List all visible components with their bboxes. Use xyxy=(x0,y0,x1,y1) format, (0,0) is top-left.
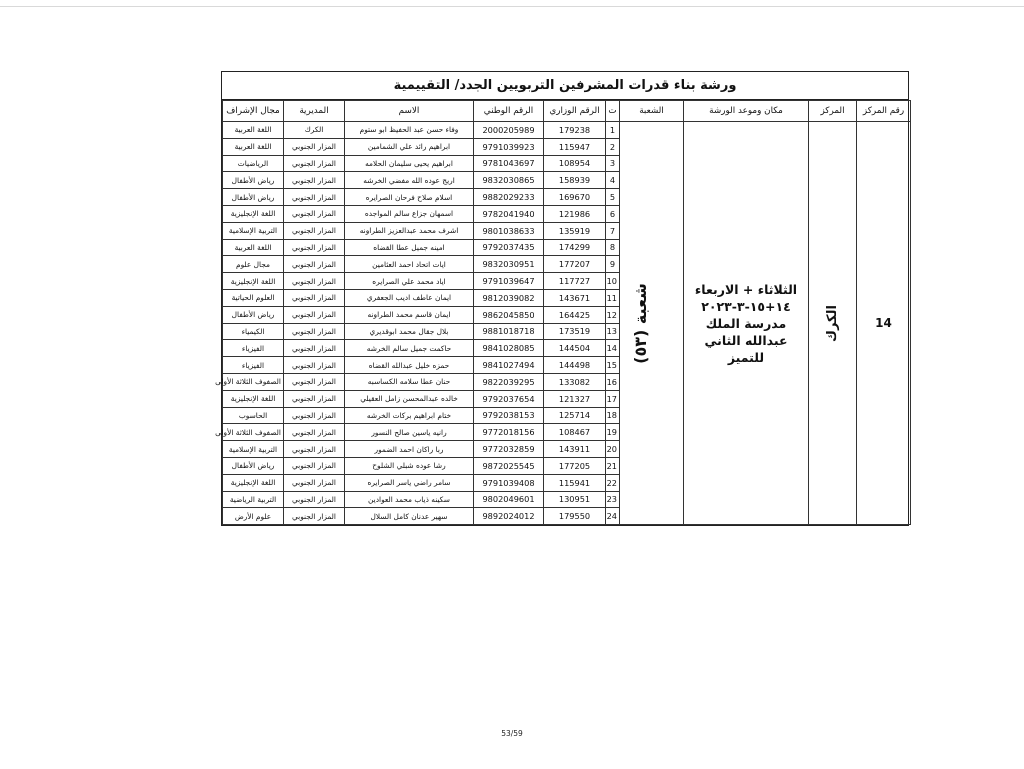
national-number-cell: 9892024012 xyxy=(474,508,544,525)
seq-cell: 14 xyxy=(606,340,620,357)
name-cell: ايات اتحاد احمد العثامين xyxy=(345,256,474,273)
participants-table xyxy=(215,100,911,525)
seq-cell: 18 xyxy=(606,407,620,424)
name-cell: ابراهيم يحيى سليمان الحلامه xyxy=(345,155,474,172)
name-cell: رانيه ياسين صالح النسور xyxy=(345,424,474,441)
national-number-cell: 9781043697 xyxy=(474,155,544,172)
seq-cell: 1 xyxy=(606,122,620,139)
directorate-cell: المزار الجنوبي xyxy=(284,407,345,424)
seq-cell: 13 xyxy=(606,323,620,340)
field-cell: اللغة الإنجليزية xyxy=(223,273,284,290)
national-number-cell: 9772032859 xyxy=(474,441,544,458)
name-cell: امينه جميل عطا القضاه xyxy=(345,239,474,256)
directorate-cell: المزار الجنوبي xyxy=(284,256,345,273)
name-cell: خالده عبدالمحسن زامل العقيلي xyxy=(345,390,474,407)
national-number-cell: 9802049601 xyxy=(474,491,544,508)
national-number-cell: 9822039295 xyxy=(474,373,544,390)
seq-cell: 24 xyxy=(606,508,620,525)
field-cell: اللغة الإنجليزية xyxy=(223,390,284,407)
name-cell: حنان عطا سلامه الكساسبه xyxy=(345,373,474,390)
directorate-cell: المزار الجنوبي xyxy=(284,373,345,390)
name-cell: ربا راكان احمد الضمور xyxy=(345,441,474,458)
seq-cell: 7 xyxy=(606,222,620,239)
seq-cell: 2 xyxy=(606,138,620,155)
ministry-number-cell: 179238 xyxy=(544,122,606,139)
ministry-number-cell: 121327 xyxy=(544,390,606,407)
directorate-cell: المزار الجنوبي xyxy=(284,357,345,374)
place-time-line: مدرسة الملك عبدالله الثاني xyxy=(704,315,788,348)
header-place-time: مكان وموعد الورشة xyxy=(684,101,809,122)
seq-cell: 8 xyxy=(606,239,620,256)
ministry-number-cell: 108467 xyxy=(544,424,606,441)
seq-cell: 23 xyxy=(606,491,620,508)
ministry-number-cell: 133082 xyxy=(544,373,606,390)
seq-cell: 6 xyxy=(606,205,620,222)
ministry-number-cell: 121986 xyxy=(544,205,606,222)
field-cell: اللغة الإنجليزية xyxy=(223,205,284,222)
ministry-number-cell: 143671 xyxy=(544,289,606,306)
national-number-cell: 9832030865 xyxy=(474,172,544,189)
field-cell: الفيزياء xyxy=(223,357,284,374)
seq-cell: 16 xyxy=(606,373,620,390)
name-cell: وفاء حسن عبد الحفيظ ابو ستوم xyxy=(345,122,474,139)
ministry-number-cell: 177207 xyxy=(544,256,606,273)
field-cell: اللغة العربية xyxy=(223,122,284,139)
directorate-cell: المزار الجنوبي xyxy=(284,155,345,172)
header-seq: ت xyxy=(606,101,620,122)
seq-cell: 11 xyxy=(606,289,620,306)
field-cell: الكيمياء xyxy=(223,323,284,340)
national-number-cell: 9841027494 xyxy=(474,357,544,374)
field-cell: الفيزياء xyxy=(223,340,284,357)
seq-cell: 15 xyxy=(606,357,620,374)
name-cell: سهير عدنان كامل السلال xyxy=(345,508,474,525)
ministry-number-cell: 179550 xyxy=(544,508,606,525)
field-cell: الرياضيات xyxy=(223,155,284,172)
seq-cell: 4 xyxy=(606,172,620,189)
ministry-number-cell: 177205 xyxy=(544,457,606,474)
national-number-cell: 9791039923 xyxy=(474,138,544,155)
directorate-cell: المزار الجنوبي xyxy=(284,172,345,189)
name-cell: بلال جقال محمد ابوقديري xyxy=(345,323,474,340)
header-ministry-number: الرقم الوزاري xyxy=(544,101,606,122)
ministry-number-cell: 164425 xyxy=(544,306,606,323)
ministry-number-cell: 169670 xyxy=(544,189,606,206)
ministry-number-cell: 144504 xyxy=(544,340,606,357)
ministry-number-cell: 130951 xyxy=(544,491,606,508)
ministry-number-cell: 173519 xyxy=(544,323,606,340)
field-cell: الحاسوب xyxy=(223,407,284,424)
directorate-cell: المزار الجنوبي xyxy=(284,508,345,525)
name-cell: اسلام صلاح فرحان الصرايره xyxy=(345,189,474,206)
header-national-number: الرقم الوطني xyxy=(474,101,544,122)
national-number-cell: 9872025545 xyxy=(474,457,544,474)
national-number-cell: 9782041940 xyxy=(474,205,544,222)
directorate-cell: المزار الجنوبي xyxy=(284,306,345,323)
national-number-cell: 9791039647 xyxy=(474,273,544,290)
national-number-cell: 9792038153 xyxy=(474,407,544,424)
seq-cell: 20 xyxy=(606,441,620,458)
national-number-cell: 9881018718 xyxy=(474,323,544,340)
field-cell: رياض الأطفال xyxy=(223,172,284,189)
name-cell: حاكمت جميل سالم الخرشه xyxy=(345,340,474,357)
name-cell: رشا عوده شبلي الشلوح xyxy=(345,457,474,474)
sheet-title: ورشة بناء قدرات المشرفين التربويين الجدد/ التقييمية xyxy=(222,72,908,100)
field-cell: الصفوف الثلاثة الأولى xyxy=(223,373,284,390)
directorate-cell: المزار الجنوبي xyxy=(284,323,345,340)
field-cell: رياض الأطفال xyxy=(223,306,284,323)
table-row xyxy=(223,122,911,139)
national-number-cell: 9882029233 xyxy=(474,189,544,206)
directorate-cell: المزار الجنوبي xyxy=(284,289,345,306)
field-cell: رياض الأطفال xyxy=(223,189,284,206)
header-field: مجال الإشراف xyxy=(223,101,284,122)
place-time-line: ١٤+١٥-٣-٢٠٢٣ xyxy=(701,298,791,314)
seq-cell: 19 xyxy=(606,424,620,441)
page-number: 53/59 xyxy=(501,729,523,738)
place-time-text xyxy=(686,281,806,366)
field-cell: التربية الرياضية xyxy=(223,491,284,508)
directorate-cell: المزار الجنوبي xyxy=(284,273,345,290)
directorate-cell: المزار الجنوبي xyxy=(284,138,345,155)
ministry-number-cell: 158939 xyxy=(544,172,606,189)
name-cell: ايمان قاسم محمد الطراونه xyxy=(345,306,474,323)
national-number-cell: 2000205989 xyxy=(474,122,544,139)
directorate-cell: المزار الجنوبي xyxy=(284,189,345,206)
branch-label: شعبة (٥٣) xyxy=(631,282,651,364)
seq-cell: 5 xyxy=(606,189,620,206)
center-name-cell xyxy=(809,122,857,525)
workshop-sheet xyxy=(215,71,909,526)
table-header-row xyxy=(223,101,911,122)
national-number-cell: 9772018156 xyxy=(474,424,544,441)
national-number-cell: 9792037435 xyxy=(474,239,544,256)
name-cell: اسمهان جزاع سالم المواجده xyxy=(345,205,474,222)
place-time-line: للتميز xyxy=(727,349,765,365)
seq-cell: 3 xyxy=(606,155,620,172)
directorate-cell: المزار الجنوبي xyxy=(284,457,345,474)
ministry-number-cell: 174299 xyxy=(544,239,606,256)
directorate-cell: المزار الجنوبي xyxy=(284,340,345,357)
ministry-number-cell: 117727 xyxy=(544,273,606,290)
name-cell: حمزه خليل عبدالله القضاه xyxy=(345,357,474,374)
branch-cell xyxy=(620,122,684,525)
table-body xyxy=(215,122,911,525)
seq-cell: 22 xyxy=(606,474,620,491)
header-center: المركز xyxy=(809,101,857,122)
field-cell: مجال علوم xyxy=(223,256,284,273)
field-cell: علوم الأرض xyxy=(223,508,284,525)
name-cell: ابراهيم رائد علي الشمامين xyxy=(345,138,474,155)
header-directorate: المديرية xyxy=(284,101,345,122)
name-cell: سكينه ذياب محمد العوادين xyxy=(345,491,474,508)
name-cell: اياد محمد علي الصرايره xyxy=(345,273,474,290)
directorate-cell: المزار الجنوبي xyxy=(284,441,345,458)
directorate-cell: المزار الجنوبي xyxy=(284,491,345,508)
name-cell: ختام ابراهيم بركات الخرشه xyxy=(345,407,474,424)
seq-cell: 21 xyxy=(606,457,620,474)
seq-cell: 12 xyxy=(606,306,620,323)
ministry-number-cell: 144498 xyxy=(544,357,606,374)
place-time-line: الثلاثاء + الاربعاء xyxy=(694,281,798,297)
ministry-number-cell: 143911 xyxy=(544,441,606,458)
directorate-cell: المزار الجنوبي xyxy=(284,205,345,222)
field-cell: التربية الإسلامية xyxy=(223,222,284,239)
ministry-number-cell: 125714 xyxy=(544,407,606,424)
seq-cell: 17 xyxy=(606,390,620,407)
name-cell: ايمان عاطف اديب الجعفري xyxy=(345,289,474,306)
directorate-cell: المزار الجنوبي xyxy=(284,474,345,491)
national-number-cell: 9862045850 xyxy=(474,306,544,323)
top-divider xyxy=(0,6,1024,7)
national-number-cell: 9792037654 xyxy=(474,390,544,407)
name-cell: سامر راضي ياسر الصرايره xyxy=(345,474,474,491)
center-number-cell: 14 xyxy=(857,122,911,525)
ministry-number-cell: 135919 xyxy=(544,222,606,239)
directorate-cell: المزار الجنوبي xyxy=(284,390,345,407)
national-number-cell: 9791039408 xyxy=(474,474,544,491)
header-name: الاسم xyxy=(345,101,474,122)
place-time-cell xyxy=(684,122,809,525)
field-cell: اللغة الإنجليزية xyxy=(223,474,284,491)
national-number-cell: 9801038633 xyxy=(474,222,544,239)
directorate-cell: المزار الجنوبي xyxy=(284,222,345,239)
national-number-cell: 9832030951 xyxy=(474,256,544,273)
field-cell: العلوم الحياتية xyxy=(223,289,284,306)
seq-cell: 9 xyxy=(606,256,620,273)
center-name: الكرك xyxy=(825,304,840,342)
field-cell: اللغة العربية xyxy=(223,239,284,256)
header-center-number: رقم المركز xyxy=(857,101,911,122)
directorate-cell: المزار الجنوبي xyxy=(284,424,345,441)
directorate-cell: الكرك xyxy=(284,122,345,139)
ministry-number-cell: 115941 xyxy=(544,474,606,491)
ministry-number-cell: 115947 xyxy=(544,138,606,155)
field-cell: التربية الإسلامية xyxy=(223,441,284,458)
header-branch: الشعبة xyxy=(620,101,684,122)
ministry-number-cell: 108954 xyxy=(544,155,606,172)
directorate-cell: المزار الجنوبي xyxy=(284,239,345,256)
national-number-cell: 9841028085 xyxy=(474,340,544,357)
seq-cell: 10 xyxy=(606,273,620,290)
field-cell: رياض الأطفال xyxy=(223,457,284,474)
national-number-cell: 9812039082 xyxy=(474,289,544,306)
name-cell: اريج عوده الله مفضي الخرشه xyxy=(345,172,474,189)
name-cell: اشرف محمد عبدالعزيز الطراونه xyxy=(345,222,474,239)
field-cell: الصفوف الثلاثة الأولى xyxy=(223,424,284,441)
field-cell: اللغة العربية xyxy=(223,138,284,155)
